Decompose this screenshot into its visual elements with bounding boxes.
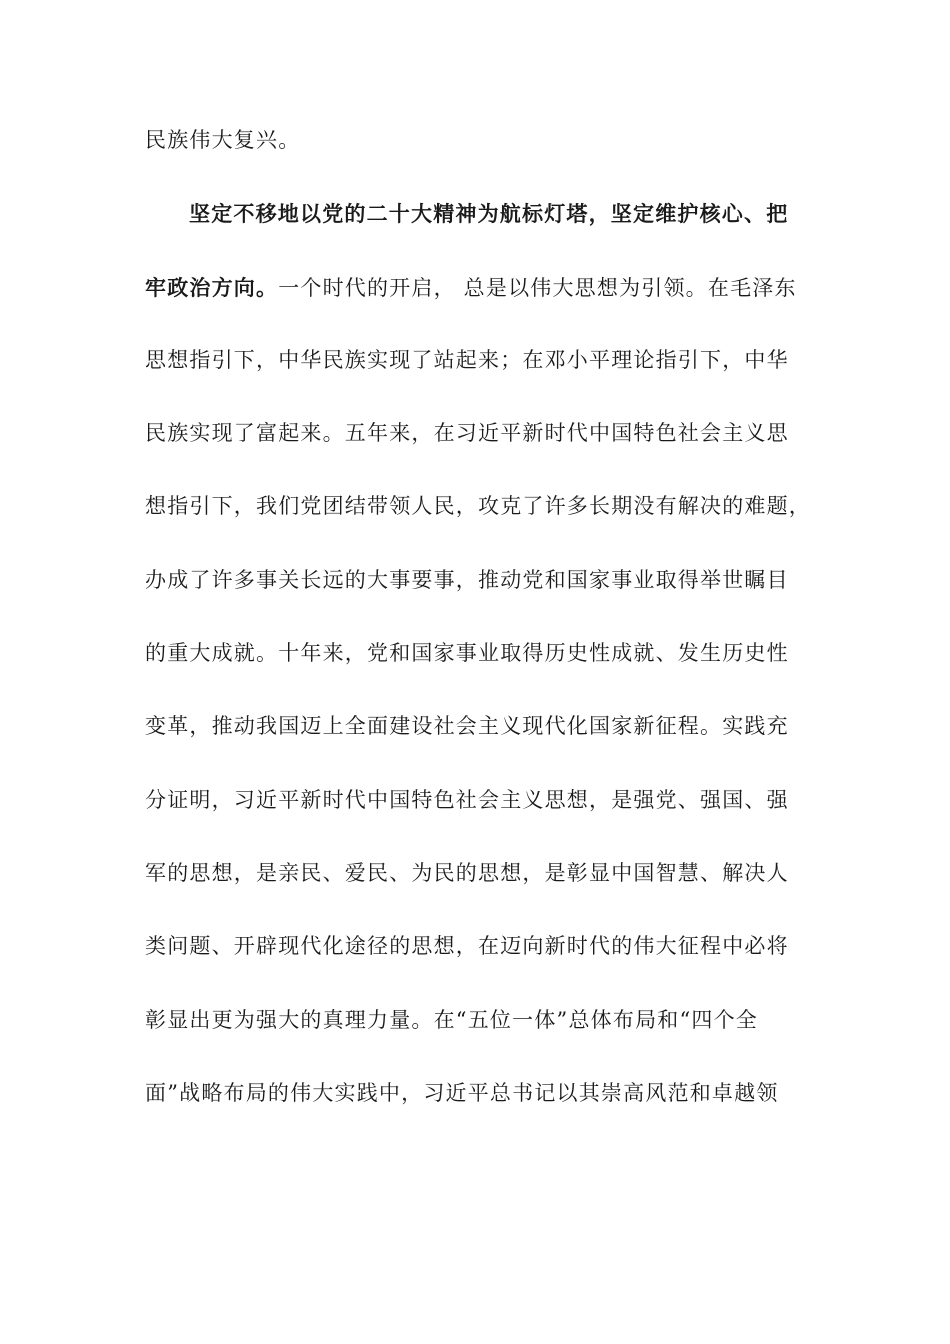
body-text bbox=[145, 127, 811, 1153]
paragraph-line: 办成了许多事关长远的大事要事，推动党和国家事业取得举世瞩目 bbox=[145, 567, 789, 592]
paragraph-line: 面”战略布局的伟大实践中，习近平总书记以其崇高风范和卓越领 bbox=[145, 1080, 779, 1105]
paragraph-line bbox=[145, 274, 805, 301]
paragraph-line: 军的思想，是亲民、爱民、为民的思想，是彰显中国智慧、解决人 bbox=[145, 860, 789, 885]
paragraph-line: 变革，推动我国迈上全面建设社会主义现代化国家新征程。实践充 bbox=[145, 714, 789, 739]
section-heading-end: 牢政治方向。 bbox=[145, 274, 279, 300]
paragraph-line: 民族实现了富起来。五年来，在习近平新时代中国特色社会主义思 bbox=[145, 421, 789, 446]
paragraph-line: 思想指引下，中华民族实现了站起来；在邓小平理论指引下，中华 bbox=[145, 347, 789, 372]
section-heading-line: 坚定不移地以党的二十大精神为航标灯塔，坚定维护核心、把 bbox=[189, 201, 789, 227]
paragraph-line: 类问题、开辟现代化途径的思想，在迈向新时代的伟大征程中必将 bbox=[145, 934, 789, 959]
paragraph-text: 一个时代的开启， 总是以伟大思想为引领。在毛泽东 bbox=[278, 275, 797, 300]
paragraph-line: 分证明，习近平新时代中国特色社会主义思想，是强党、强国、强 bbox=[145, 787, 789, 812]
paragraph-line: 彰显出更为强大的真理力量。在“五位一体”总体布局和“四个全 bbox=[145, 1007, 759, 1032]
paragraph-line: 想指引下，我们党团结带领人民，攻克了许多长期没有解决的难题， bbox=[145, 494, 811, 519]
paragraph-line: 的重大成就。十年来，党和国家事业取得历史性成就、发生历史性 bbox=[145, 641, 789, 666]
paragraph-line: 民族伟大复兴。 bbox=[145, 128, 301, 152]
